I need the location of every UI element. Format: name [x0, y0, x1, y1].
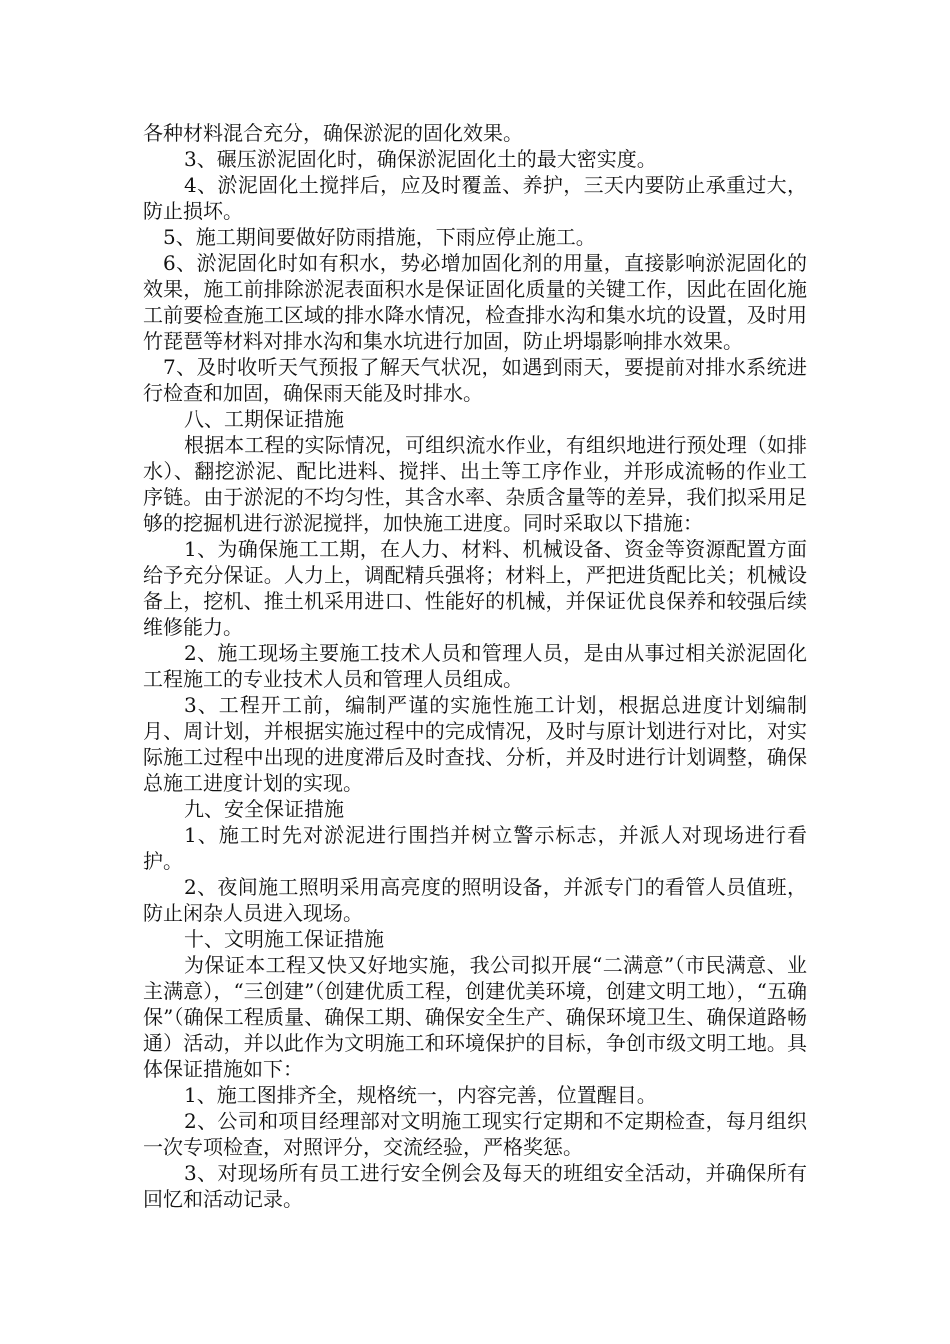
- section-heading-schedule: 八、工期保证措施: [184, 407, 344, 431]
- document-page: [143, 120, 807, 1212]
- paragraph-13: 1、施工时先对淤泥进行围挡并树立警示标志，并派人对现场进行看护。: [143, 823, 807, 873]
- paragraph-5: 6、淤泥固化时如有积水，势必增加固化剂的用量，直接影响淤泥固化的效果，施工前排除淤泥表面积水是保证固化质量的关键工作，因此在固化施工前要检查施工区域的排水降水情况，检查排水沟和集水坑的设置，及时用竹琵琶等材料对排水沟和集水坑进行加固，防止坍塌影响排水效果。: [143, 251, 807, 353]
- paragraph-8: 根据本工程的实际情况，可组织流水作业，有组织地进行预处理（如排水）、翻挖淤泥、配比进料、搅拌、出土等工序作业，并形成流畅的作业工序链。由于淤泥的不均匀性，其含水率、杂质含量等的差异，我们拟采用足够的挖掘机进行淤泥搅拌，加快施工进度。同时采取以下措施：: [143, 433, 807, 535]
- paragraph-4: 5、施工期间要做好防雨措施，下雨应停止施工。: [163, 225, 596, 249]
- paragraph-19: 3、对现场所有员工进行安全例会及每天的班组安全活动，并确保所有回忆和活动记录。: [143, 1161, 807, 1211]
- paragraph-17: 1、施工图排齐全，规格统一，内容完善，位置醒目。: [184, 1083, 657, 1107]
- paragraph-3: 4、淤泥固化土搅拌后，应及时覆盖、养护，三天内要防止承重过大，防止损坏。: [143, 173, 807, 223]
- paragraph-1: 各种材料混合充分，确保淤泥的固化效果。: [143, 121, 523, 145]
- paragraph-10: 2、施工现场主要施工技术人员和管理人员，是由从事过相关淤泥固化工程施工的专业技术人员和管理人员组成。: [143, 641, 807, 691]
- section-heading-civilized: 十、文明施工保证措施: [184, 927, 384, 951]
- paragraph-11: 3、工程开工前，编制严谨的实施性施工计划，根据总进度计划编制月、周计划，并根据实施过程中的完成情况，及时与原计划进行对比，对实际施工过程中出现的进度滞后及时查找、分析，并及时进行计划调整，确保总施工进度计划的实现。: [143, 693, 807, 795]
- paragraph-2: 3、碾压淤泥固化时，确保淤泥固化土的最大密实度。: [184, 147, 657, 171]
- paragraph-14: 2、夜间施工照明采用高亮度的照明设备，并派专门的看管人员值班，防止闲杂人员进入现场。: [143, 875, 807, 925]
- paragraph-18: 2、公司和项目经理部对文明施工现实行定期和不定期检查，每月组织一次专项检查，对照评分，交流经验，严格奖惩。: [143, 1109, 807, 1159]
- section-heading-safety: 九、安全保证措施: [184, 797, 344, 821]
- paragraph-16: 为保证本工程又快又好地实施，我公司拟开展“二满意”（市民满意、业主满意），“三创建”（创建优质工程，创建优美环境，创建文明工地），“五确保”（确保工程质量、确保工期、确保安全生产、确保环境卫生、确保道路畅通）活动，并以此作为文明施工和环境保护的目标，争创市级文明工地。具体保证措施如下：: [143, 953, 807, 1081]
- paragraph-9: 1、为确保施工工期，在人力、材料、机械设备、资金等资源配置方面给予充分保证。人力上，调配精兵强将；材料上，严把进货配比关；机械设备上，挖机、推土机采用进口、性能好的机械，并保证优良保养和较强后续维修能力。: [143, 537, 807, 639]
- paragraph-6: 7、及时收听天气预报了解天气状况，如遇到雨天，要提前对排水系统进行检查和加固，确保雨天能及时排水。: [143, 355, 807, 405]
